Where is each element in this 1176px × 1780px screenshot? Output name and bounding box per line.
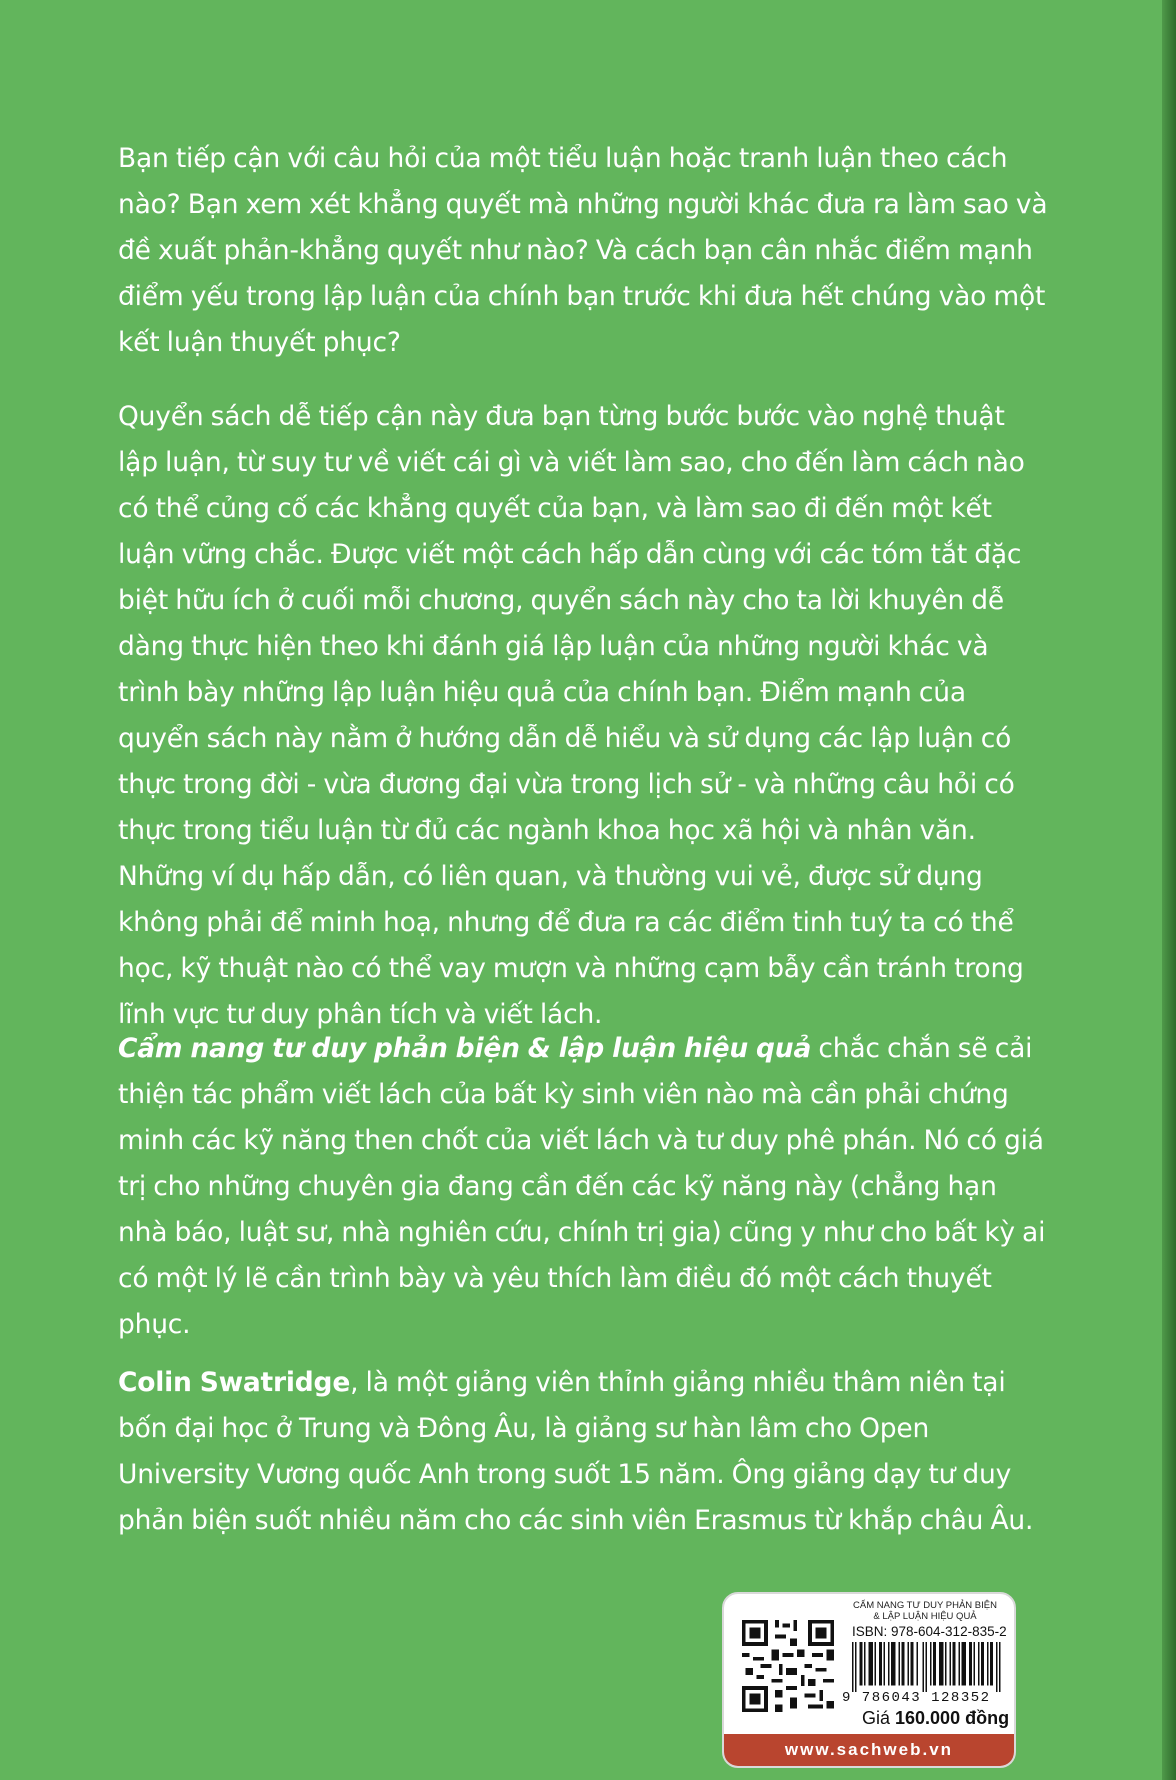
price-label [862,1708,1009,1729]
author-bio-rest: , là một giảng viên thỉnh giảng nhiều thâm niên tại bốn đại học ở Trung và Đông Âu, là giảng sư hàn lâm cho Open University Vương quốc Anh trong suốt 15 năm. Ông giảng dạy tư duy phản biện suốt nhiều năm cho các sinh viên Erasmus từ khắp châu Âu. [118,1367,1034,1536]
price-sticker [722,1592,1016,1768]
barcode-digits: 9 786043 128352 [842,1690,991,1706]
website-url: www.sachweb.vn [724,1734,1014,1766]
intro-paragraph-text: Bạn tiếp cận với câu hỏi của một tiểu luận hoặc tranh luận theo cách nào? Bạn xem xét khẳng quyết mà những người khác đưa ra làm sao và đề xuất phản-khẳng quyết như nào? Và cách bạn cân nhắc điểm mạnh điểm yếu trong lập luận của chính bạn trước khi đưa hết chúng vào một kết luận thuyết phục? [118,143,1048,358]
sticker-title-line1: CẨM NANG TƯ DUY PHẢN BIỆN [853,1600,997,1611]
book-title-lead: Cẩm nang tư duy phản biện & lập luận hiệu quả [118,1033,812,1064]
price-prefix: Giá [862,1708,896,1728]
author-bio-text [118,1360,1048,1544]
sticker-title-line2: & LẬP LUẬN HIỆU QUẢ [873,1611,977,1622]
value-paragraph-text [118,1026,1048,1348]
description-paragraph [118,394,1048,1038]
value-paragraph [118,1026,1048,1348]
price-value: 160.000 đồng [895,1708,1010,1728]
isbn-label: ISBN: 978-604-312-835-2 [852,1624,1007,1639]
description-paragraph-text: Quyển sách dễ tiếp cận này đưa bạn từng bước bước vào nghệ thuật lập luận, từ suy tư về viết cái gì và viết làm sao, cho đến làm cách nào có thể củng cố các khẳng quyết của bạn, và làm sao đi đến một kết luận vững chắc. Được viết một cách hấp dẫn cùng với các tóm tắt đặc biệt hữu ích ở cuối mỗi chương, quyển sách này cho ta lời khuyên dễ dàng thực hiện theo khi đánh giá lập luận của những người khác và trình bày những lập luận hiệu quả của chính bạn. Điểm mạnh của quyển sách này nằm ở hướng dẫn dễ hiểu và sử dụng các lập luận có thực trong đời - vừa đương đại vừa trong lịch sử - và những câu hỏi có thực trong tiểu luận từ đủ các ngành khoa học xã hội và nhân văn. Những ví dụ hấp dẫn, có liên quan, và thường vui vẻ, được sử dụng không phải để minh hoạ, nhưng để đưa ra các điểm tinh tuý ta có thể học, kỹ thuật nào có thể vay mượn và những cạm bẫy cần tránh trong lĩnh vực tư duy phân tích và viết lách. [118,401,1025,1030]
value-paragraph-rest: chắc chắn sẽ cải thiện tác phẩm viết lách của bất kỳ sinh viên nào mà cần phải chứng minh các kỹ năng then chốt của viết lách và tư duy phê phán. Nó có giá trị cho những chuyên gia đang cần đến các kỹ năng này (chẳng hạn nhà báo, luật sư, nhà nghiên cứu, chính trị gia) cũng y như cho bất kỳ ai có một lý lẽ cần trình bày và yêu thích làm điều đó một cách thuyết phục. [118,1033,1046,1340]
intro-paragraph [118,136,1048,366]
spine-edge [1162,0,1176,1780]
author-bio [118,1360,1048,1544]
barcode-icon [852,1642,1002,1692]
author-name: Colin Swatridge [118,1367,351,1398]
sticker-book-title [850,1600,1000,1622]
qr-code-icon [742,1620,834,1712]
